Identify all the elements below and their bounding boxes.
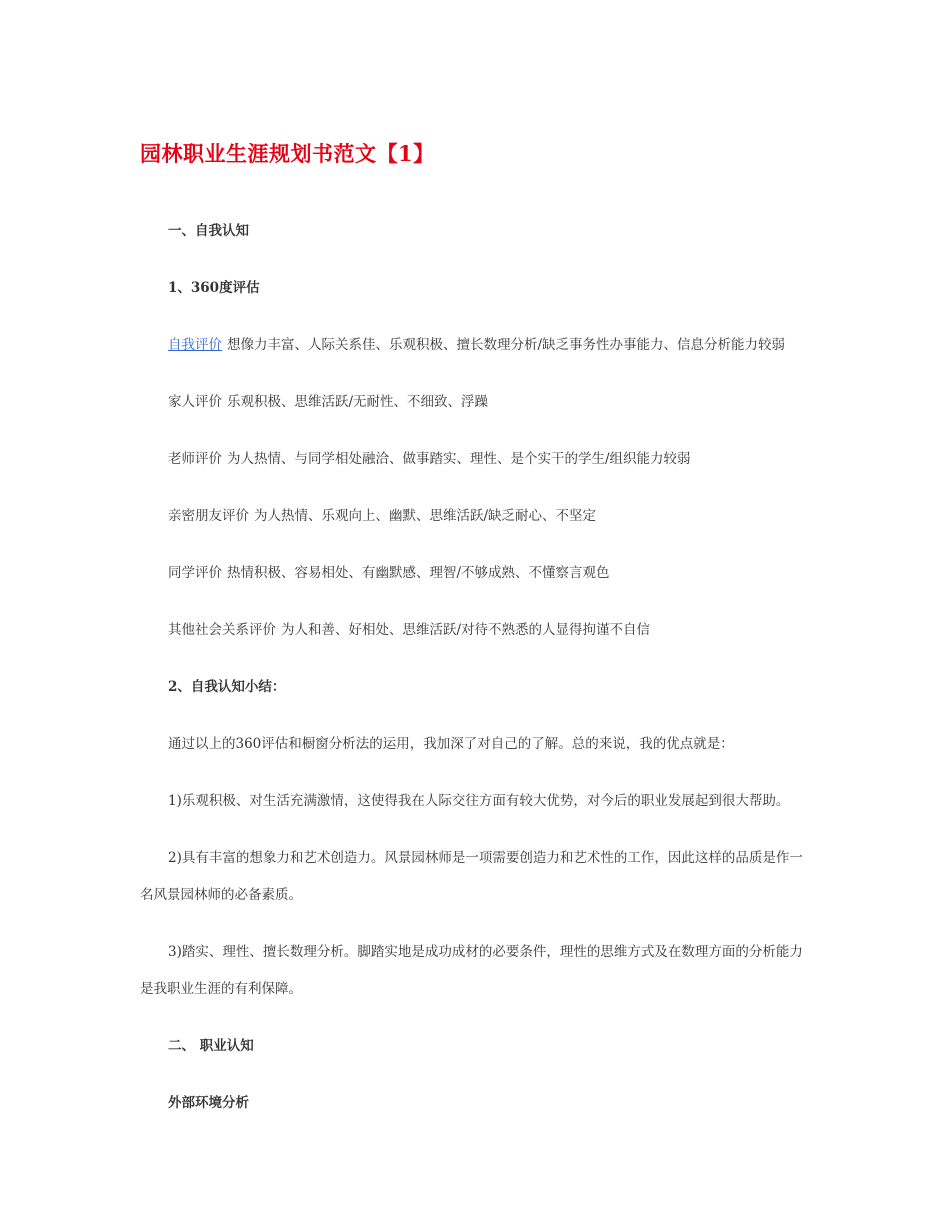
self-evaluation-link[interactable]: 自我评价 [168,337,222,353]
evaluation-text: 乐观积极、思维活跃/无耐性、不细致、浮躁 [227,394,489,410]
evaluation-row-teacher [140,431,810,488]
evaluation-text: 热情积极、容易相处、有幽默感、理智/不够成熟、不懂察言观色 [227,565,610,581]
evaluation-row-close-friends [140,488,810,545]
strength-point-2: 2)具有丰富的想象力和艺术创造力。风景园林师是一项需要创造力和艺术性的工作，因此这样的品质是作一名风景园林师的必备素质。 [140,850,803,903]
evaluation-row-classmates [140,545,810,602]
document-content [140,138,810,1132]
subheading-360-evaluation: 1、360度评估 [168,280,260,296]
evaluation-label: 老师评价 [168,451,222,467]
subheading-external-environment: 外部环境分析 [168,1095,249,1111]
summary-intro-paragraph: 通过以上的360评估和橱窗分析法的运用，我加深了对自己的了解。总的来说，我的优点就是： [168,736,734,752]
strength-point-1: 1)乐观积极、对生活充满激情，这使得我在人际交往方面有较大优势，对今后的职业发展起到很大帮助。 [168,793,790,809]
evaluation-text: 为人热情、乐观向上、幽默、思维活跃/缺乏耐心、不坚定 [254,508,597,524]
section-heading-self-awareness: 一、自我认知 [168,223,249,239]
evaluation-label: 亲密朋友评价 [168,508,249,524]
evaluation-row-self [140,317,810,374]
evaluation-label: 同学评价 [168,565,222,581]
subheading-self-awareness-summary: 2、自我认知小结： [168,679,286,695]
evaluation-label: 其他社会关系评价 [168,622,276,638]
section-heading-career-awareness: 二、 职业认知 [168,1038,254,1054]
evaluation-label: 家人评价 [168,394,222,410]
evaluation-text: 为人和善、好相处、思维活跃/对待不熟悉的人显得拘谨不自信 [281,622,651,638]
evaluation-text: 为人热情、与同学相处融洽、做事踏实、理性、是个实干的学生/组织能力较弱 [227,451,691,467]
evaluation-row-social [140,602,810,659]
evaluation-row-family [140,374,810,431]
evaluation-text: 想像力丰富、人际关系佳、乐观积极、擅长数理分析/缺乏事务性办事能力、信息分析能力较弱 [227,337,786,353]
strength-point-3: 3)踏实、理性、擅长数理分析。脚踏实地是成功成材的必要条件，理性的思维方式及在数理方面的分析能力是我职业生涯的有利保障。 [140,944,803,997]
page-title: 园林职业生涯规划书范文【1】 [140,141,435,166]
